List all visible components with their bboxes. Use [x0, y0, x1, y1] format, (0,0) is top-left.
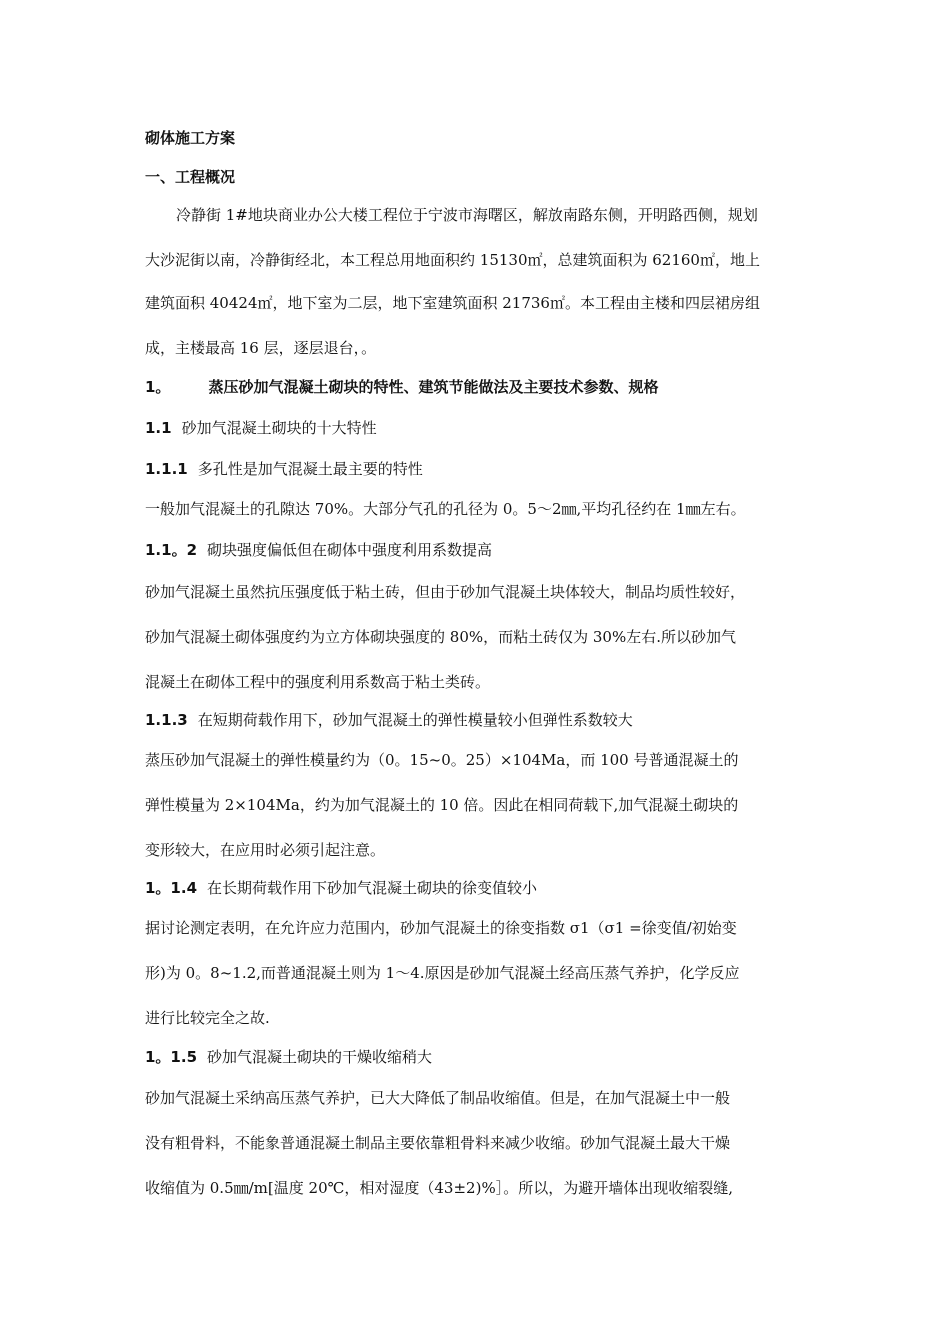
paragraph-1-1-3-line-1: 蒸压砂加气混凝土的弹性模量约为（0。15~0。25）×104Ma，而 100 号普通混凝土的: [145, 751, 739, 769]
paragraph-1-1-5-line-1: 砂加气混凝土采纳高压蒸气养护，已大大降低了制品收缩值。但是，在加气混凝土中一般: [145, 1089, 731, 1107]
heading-1-text: 蒸压砂加气混凝土砌块的特性、建筑节能做法及主要技术参数、规格: [208, 378, 659, 396]
paragraph-1-1-4-line-1: 据讨论测定表明，在允许应力范围内，砂加气混凝土的徐变指数 σ1（σ1 =徐变值/初始变: [145, 919, 737, 937]
heading-1-1-2-number: 1.1。2: [145, 541, 198, 559]
overview-line-4: 成，主楼最高 16 层，逐层退台，。: [145, 339, 377, 357]
heading-1-1-4-number: 1。1.4: [145, 879, 198, 897]
heading-1-1-3: [145, 710, 633, 730]
paragraph-1-1-2-line-1: 砂加气混凝土虽然抗压强度低于粘土砖，但由于砂加气混凝土块体较大，制品均质性较好，: [145, 583, 746, 601]
paragraph-1-1-5-line-3: 收缩值为 0.5㎜/m[温度 20℃，相对湿度（43±2)%］。所以，为避开墙体出现收缩裂缝,: [145, 1179, 733, 1197]
heading-1-1-2-text: 砌块强度偏低但在砌体中强度利用系数提高: [207, 541, 493, 559]
heading-1-1-1-text: 多孔性是加气混凝土最主要的特性: [197, 460, 423, 478]
heading-1-1: [145, 418, 377, 438]
overview-line-2: 大沙泥街以南，冷静街经北，本工程总用地面积约 15130㎡，总建筑面积为 62160㎡，地上: [145, 251, 760, 269]
paragraph-1-1-4-line-2: 形)为 0。8~1.2,而普通混凝土则为 1～4.原因是砂加气混凝土经高压蒸气养护，化学反应: [145, 964, 740, 982]
heading-1-1-5-number: 1。1.5: [145, 1048, 198, 1066]
paragraph-1-1-2-line-2: 砂加气混凝土砌体强度约为立方体砌块强度的 80%，而粘土砖仅为 30%左右.所以砂加气: [145, 628, 736, 646]
doc-title: 砌体施工方案: [145, 129, 236, 147]
overview-line-3: 建筑面积 40424㎡，地下室为二层，地下室建筑面积 21736㎡。本工程由主楼和四层裙房组: [145, 294, 760, 312]
paragraph-1-1-3-line-3: 变形较大，在应用时必须引起注意。: [145, 841, 386, 859]
overview-line-1: 冷静街 1#地块商业办公大楼工程位于宁波市海曙区，解放南路东侧，开明路西侧，规划: [176, 206, 758, 224]
heading-1-1-number: 1.1: [145, 419, 172, 437]
paragraph-1-1-2-line-3: 混凝土在砌体工程中的强度利用系数高于粘土类砖。: [145, 673, 491, 691]
heading-1-1-2: [145, 540, 492, 560]
heading-1-1-3-number: 1.1.3: [145, 711, 188, 729]
paragraph-1-1-5-line-2: 没有粗骨料，不能象普通混凝土制品主要依靠粗骨料来减少收缩。砂加气混凝土最大干燥: [145, 1134, 731, 1152]
heading-1: [145, 377, 658, 397]
paragraph-1-1-4-line-3: 进行比较完全之故.: [145, 1009, 270, 1027]
heading-1-1-1-number: 1.1.1: [145, 460, 188, 478]
heading-1-1-5: [145, 1047, 432, 1067]
heading-1-1-text: 砂加气混凝土砌块的十大特性: [181, 419, 377, 437]
heading-1-number: 1。: [145, 378, 171, 396]
heading-1-1-1: [145, 459, 423, 479]
heading-1-1-4: [145, 878, 537, 898]
paragraph-1-1-3-line-2: 弹性模量为 2×104Ma，约为加气混凝土的 10 倍。因此在相同荷载下,加气混凝土砌块的: [145, 796, 739, 814]
heading-1-1-4-text: 在长期荷载作用下砂加气混凝土砌块的徐变值较小: [207, 879, 538, 897]
heading-1-1-5-text: 砂加气混凝土砌块的干燥收缩稍大: [207, 1048, 433, 1066]
section-heading-overview: 一、工程概况: [145, 168, 236, 186]
paragraph-1-1-1-line-1: 一般加气混凝土的孔隙达 70%。大部分气孔的孔径为 0。5～2㎜,平均孔径约在 1㎜左右。: [145, 500, 746, 518]
heading-1-1-3-text: 在短期荷载作用下，砂加气混凝土的弹性模量较小但弹性系数较大: [197, 711, 633, 729]
